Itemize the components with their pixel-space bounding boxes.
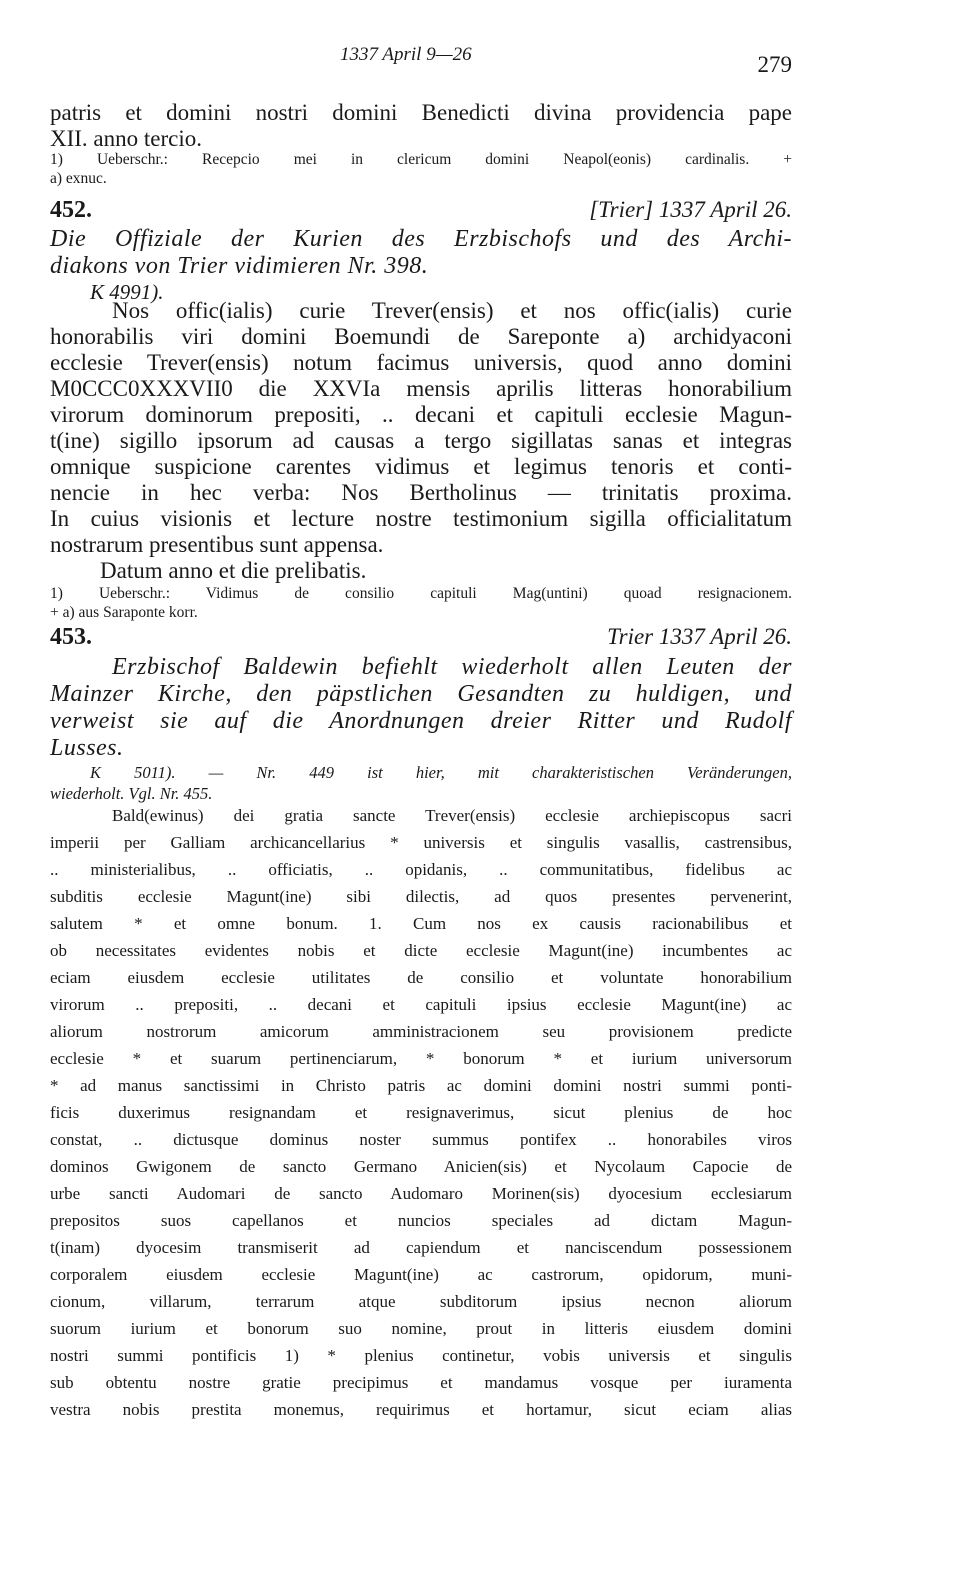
text-line: t(ine) sigillo ipsorum ad causas a tergo sigillatas sanas et integras bbox=[50, 428, 792, 453]
text-line: aliorum nostrorum amicorum amministracionem seu provisionem predicte bbox=[50, 1022, 792, 1041]
text-line: subditis ecclesie Magunt(ine) sibi dilectis, ad quos presentes pervenerint, bbox=[50, 887, 792, 906]
text-line: prepositos suos capellanos et nuncios speciales ad dictam Magun- bbox=[50, 1211, 792, 1230]
running-title: 1337 April 9—26 bbox=[340, 44, 472, 65]
text-line: XII. anno tercio. bbox=[50, 126, 202, 151]
intro-paragraph bbox=[50, 100, 792, 152]
text-line: In cuius visionis et lecture nostre testimonium sigilla officialitatum bbox=[50, 506, 792, 531]
text-line: urbe sancti Audomari de sancto Audomaro Morinen(sis) dyocesium ecclesiarum bbox=[50, 1184, 792, 1203]
text-line: ficis duxerimus resignandam et resignaverimus, sicut plenius de hoc bbox=[50, 1103, 792, 1122]
text-line: Datum anno et die prelibatis. bbox=[100, 558, 367, 583]
place-date: [Trier] 1337 April 26. bbox=[589, 197, 792, 222]
footnote: 1) Ueberschr.: Vidimus de consilio capituli Mag(untini) quoad resignacionem. bbox=[50, 585, 792, 602]
text-line: nostri summi pontificis 1) * plenius continetur, vobis universis et singulis bbox=[50, 1346, 792, 1365]
footnote: 1) Ueberschr.: Recepcio mei in clericum domini Neapol(eonis) cardinalis. + bbox=[50, 151, 792, 168]
text-line: honorabilis viri domini Boemundi de Sareponte a) archidyaconi bbox=[50, 324, 792, 349]
doc-452-text bbox=[50, 298, 792, 584]
intro-footnotes bbox=[50, 150, 792, 188]
text-line: patris et domini nostri domini Benedicti divina providencia pape bbox=[50, 100, 792, 125]
regest-line: Mainzer Kirche, den päpstlichen Gesandten zu huldigen, und bbox=[50, 681, 792, 707]
text-line: omnique suspicione carentes vidimus et legimus tenoris et conti- bbox=[50, 454, 792, 479]
doc-452-footnotes bbox=[50, 584, 792, 622]
doc-453-ref bbox=[50, 762, 792, 804]
doc-453-text bbox=[50, 802, 792, 1423]
text-line: eciam eiusdem ecclesie utilitates de consilio et voluntate honorabilium bbox=[50, 968, 792, 987]
page-number: 279 bbox=[757, 52, 792, 77]
text-line: ob necessitates evidentes nobis et dicte ecclesie Magunt(ine) incumbentes ac bbox=[50, 941, 792, 960]
text-line: imperii per Galliam archicancellarius * universis et singulis vasallis, castrensibus, bbox=[50, 833, 792, 852]
text-line: .. ministerialibus, .. officiatis, .. opidanis, .. communitatibus, fidelibus ac bbox=[50, 860, 792, 879]
doc-452-heading bbox=[50, 197, 792, 225]
regest-line: Lusses. bbox=[50, 735, 124, 761]
text-line: Bald(ewinus) dei gratia sancte Trever(ensis) ecclesie archiepiscopus sacri bbox=[112, 806, 792, 825]
text-line: Nos offic(ialis) curie Trever(ensis) et nos offic(ialis) curie bbox=[112, 298, 792, 323]
text-line: nostrarum presentibus sunt appensa. bbox=[50, 532, 384, 557]
text-line: t(inam) dyocesim transmiserit ad capiendum et nanciscendum possessionem bbox=[50, 1238, 792, 1257]
regest-line: diakons von Trier vidimieren Nr. 398. bbox=[50, 253, 429, 279]
text-line: ecclesie * et suarum pertinenciarum, * bonorum * et iurium universorum bbox=[50, 1049, 792, 1068]
place-date: Trier 1337 April 26. bbox=[607, 624, 792, 649]
text-line: sub obtentu nostre gratie precipimus et mandamus vosque per iuramenta bbox=[50, 1373, 792, 1392]
reference-line: wiederholt. Vgl. Nr. 455. bbox=[50, 784, 213, 803]
reference-line: K 5011). — Nr. 449 ist hier, mit charakteristischen Veränderungen, bbox=[90, 763, 792, 782]
text-line: salutem * et omne bonum. 1. Cum nos ex causis racionabilibus et bbox=[50, 914, 792, 933]
text-line: virorum dominorum prepositi, .. decani et capituli ecclesie Magun- bbox=[50, 402, 792, 427]
text-line: * ad manus sanctissimi in Christo patris ac domini domini nostri summi ponti- bbox=[50, 1076, 792, 1095]
doc-453-title bbox=[50, 654, 792, 762]
document-number: 453. bbox=[50, 624, 92, 650]
text-line: dominos Gwigonem de sancto Germano Anicien(sis) et Nycolaum Capocie de bbox=[50, 1157, 792, 1176]
document-number: 452. bbox=[50, 197, 92, 223]
text-line: suorum iurium et bonorum suo nomine, prout in litteris eiusdem domini bbox=[50, 1319, 792, 1338]
regest-line: Erzbischof Baldewin befiehlt wiederholt allen Leuten der bbox=[112, 654, 792, 680]
footnote: a) exnuc. bbox=[50, 170, 107, 187]
footnote: + a) aus Saraponte korr. bbox=[50, 604, 198, 621]
text-line: ecclesie Trever(ensis) notum facimus universis, quod anno domini bbox=[50, 350, 792, 375]
text-line: vestra nobis prestita monemus, requirimus et hortamur, sicut eciam alias bbox=[50, 1400, 792, 1419]
text-line: constat, .. dictusque dominus noster summus pontifex .. honorabiles viros bbox=[50, 1130, 792, 1149]
doc-452-ref: K 4991). bbox=[90, 280, 164, 304]
text-line: virorum .. prepositi, .. decani et capituli ipsius ecclesie Magunt(ine) ac bbox=[50, 995, 792, 1014]
regest-line: verweist sie auf die Anordnungen dreier Ritter und Rudolf bbox=[50, 708, 792, 734]
text-line: M0CCC0XXXVII0 die XXVIa mensis aprilis litteras honorabilium bbox=[50, 376, 792, 401]
text-line: nencie in hec verba: Nos Bertholinus — trinitatis proxima. bbox=[50, 480, 792, 505]
text-line: corporalem eiusdem ecclesie Magunt(ine) ac castrorum, opidorum, muni- bbox=[50, 1265, 792, 1284]
doc-453-heading bbox=[50, 624, 792, 652]
doc-452-title bbox=[50, 226, 792, 280]
regest-line: Die Offiziale der Kurien des Erzbischofs und des Archi- bbox=[50, 226, 792, 252]
text-line: cionum, villarum, terrarum atque subditorum ipsius necnon aliorum bbox=[50, 1292, 792, 1311]
